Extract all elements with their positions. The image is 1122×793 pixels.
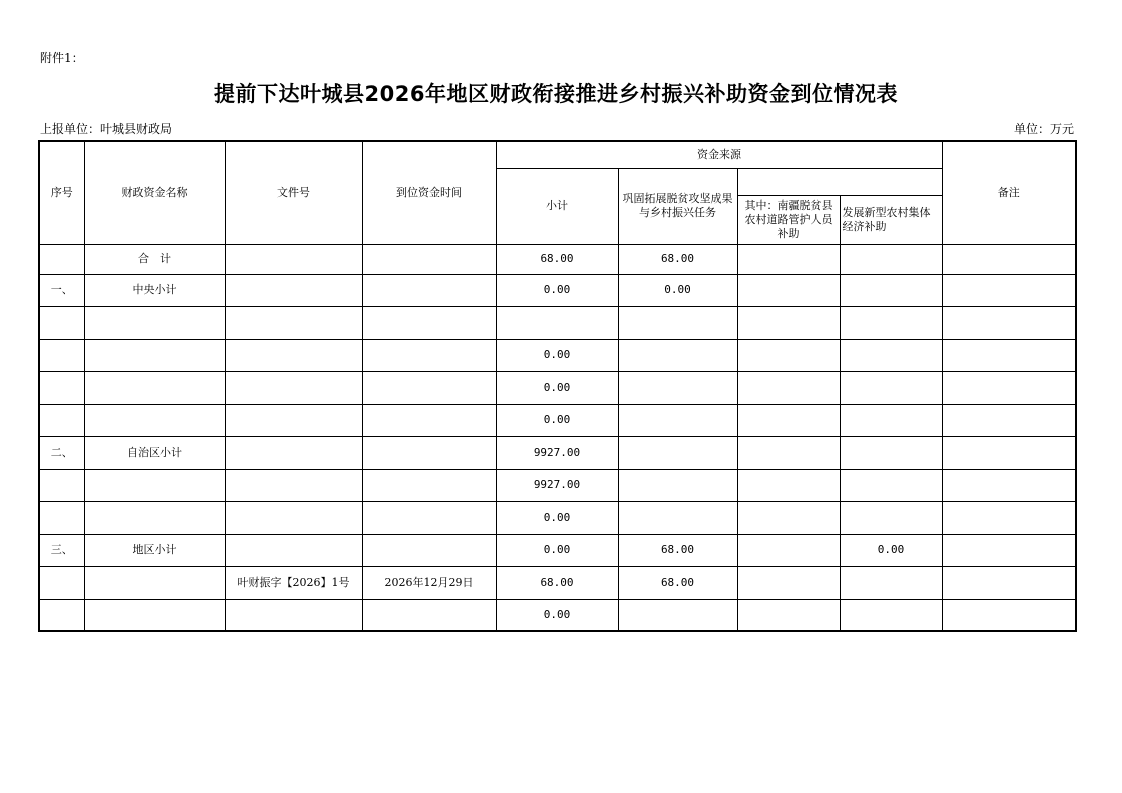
cell-collective: 0.00: [840, 534, 942, 566]
cell-doc-no: [225, 599, 362, 631]
cell-remarks: [942, 501, 1076, 534]
cell-collective: [840, 436, 942, 469]
cell-of-which: [737, 599, 840, 631]
reporting-unit: 上报单位：叶城县财政局: [40, 122, 173, 136]
cell-seq: [39, 306, 84, 339]
cell-subtotal: 0.00: [496, 534, 618, 566]
table-body: [39, 244, 1076, 631]
header-arrival-time: 到位资金时间: [362, 141, 496, 244]
cell-seq: 三、: [39, 534, 84, 566]
cell-doc-no: [225, 274, 362, 306]
cell-collective: [840, 404, 942, 436]
cell-doc-no: [225, 436, 362, 469]
attachment-label: 附件1：: [40, 51, 84, 65]
table-row: [39, 244, 1076, 274]
cell-seq: [39, 244, 84, 274]
cell-consolidate: [618, 599, 737, 631]
cell-doc-no: [225, 306, 362, 339]
cell-subtotal: 0.00: [496, 339, 618, 371]
table-row: [39, 469, 1076, 501]
cell-doc-no: 叶财振字【2026】1号: [225, 566, 362, 599]
fund-table: [38, 140, 1077, 632]
table-row: [39, 274, 1076, 306]
cell-consolidate: 0.00: [618, 274, 737, 306]
header-sub-blank: [737, 168, 942, 195]
cell-doc-no: [225, 244, 362, 274]
unit-label: 单位：万元: [1013, 122, 1074, 136]
cell-of-which: [737, 244, 840, 274]
header-row-1: [39, 141, 1076, 168]
cell-arrival-time: [362, 534, 496, 566]
cell-arrival-time: [362, 306, 496, 339]
cell-consolidate: 68.00: [618, 534, 737, 566]
cell-remarks: [942, 534, 1076, 566]
cell-fund-name: [84, 501, 225, 534]
cell-arrival-time: [362, 501, 496, 534]
table-row: [39, 599, 1076, 631]
cell-collective: [840, 469, 942, 501]
cell-of-which: [737, 306, 840, 339]
cell-arrival-time: [362, 436, 496, 469]
header-seq: 序号: [39, 141, 84, 244]
cell-remarks: [942, 274, 1076, 306]
cell-arrival-time: [362, 599, 496, 631]
cell-seq: 一、: [39, 274, 84, 306]
cell-collective: [840, 501, 942, 534]
cell-subtotal: 68.00: [496, 244, 618, 274]
cell-of-which: [737, 274, 840, 306]
table-row: [39, 371, 1076, 404]
cell-remarks: [942, 339, 1076, 371]
table-row: [39, 501, 1076, 534]
cell-seq: [39, 599, 84, 631]
header-collective-label: 发展新型农村集体经济补助: [842, 205, 931, 233]
cell-collective: [840, 306, 942, 339]
cell-doc-no: [225, 534, 362, 566]
cell-remarks: [942, 599, 1076, 631]
cell-remarks: [942, 244, 1076, 274]
cell-arrival-time: [362, 371, 496, 404]
cell-fund-name: [84, 566, 225, 599]
cell-of-which: [737, 566, 840, 599]
cell-fund-name: [84, 469, 225, 501]
cell-collective: [840, 244, 942, 274]
cell-subtotal: 0.00: [496, 501, 618, 534]
cell-remarks: [942, 371, 1076, 404]
cell-subtotal: 0.00: [496, 371, 618, 404]
cell-collective: [840, 566, 942, 599]
header-fund-name: 财政资金名称: [84, 141, 225, 244]
cell-consolidate: [618, 436, 737, 469]
table-row: [39, 306, 1076, 339]
cell-seq: [39, 339, 84, 371]
cell-arrival-time: 2026年12月29日: [362, 566, 496, 599]
cell-remarks: [942, 566, 1076, 599]
cell-fund-name: 自治区小计: [84, 436, 225, 469]
cell-consolidate: 68.00: [618, 566, 737, 599]
cell-of-which: [737, 436, 840, 469]
header-collective: [840, 195, 942, 244]
cell-of-which: [737, 404, 840, 436]
cell-collective: [840, 371, 942, 404]
table-row: [39, 566, 1076, 599]
cell-of-which: [737, 339, 840, 371]
cell-doc-no: [225, 339, 362, 371]
table-row: [39, 404, 1076, 436]
cell-of-which: [737, 501, 840, 534]
cell-subtotal: [496, 306, 618, 339]
cell-arrival-time: [362, 339, 496, 371]
cell-consolidate: [618, 306, 737, 339]
cell-remarks: [942, 404, 1076, 436]
cell-fund-name: [84, 306, 225, 339]
cell-fund-name: [84, 404, 225, 436]
cell-consolidate: [618, 339, 737, 371]
cell-consolidate: [618, 404, 737, 436]
cell-seq: [39, 566, 84, 599]
cell-arrival-time: [362, 469, 496, 501]
cell-seq: [39, 404, 84, 436]
cell-fund-name: 地区小计: [84, 534, 225, 566]
cell-seq: 二、: [39, 436, 84, 469]
header-of-which: [737, 195, 840, 244]
header-consolidate: [618, 168, 737, 244]
cell-of-which: [737, 469, 840, 501]
cell-subtotal: 0.00: [496, 274, 618, 306]
header-remarks: 备注: [942, 141, 1076, 244]
cell-arrival-time: [362, 404, 496, 436]
cell-doc-no: [225, 469, 362, 501]
cell-doc-no: [225, 371, 362, 404]
cell-remarks: [942, 469, 1076, 501]
cell-consolidate: 68.00: [618, 244, 737, 274]
table-row: [39, 534, 1076, 566]
cell-seq: [39, 371, 84, 404]
cell-subtotal: 0.00: [496, 404, 618, 436]
cell-consolidate: [618, 371, 737, 404]
cell-seq: [39, 469, 84, 501]
header-subtotal: 小计: [496, 168, 618, 244]
cell-of-which: [737, 371, 840, 404]
cell-arrival-time: [362, 274, 496, 306]
cell-subtotal: 9927.00: [496, 469, 618, 501]
cell-subtotal: 68.00: [496, 566, 618, 599]
cell-arrival-time: [362, 244, 496, 274]
cell-fund-name: 中央小计: [84, 274, 225, 306]
cell-consolidate: [618, 469, 737, 501]
cell-collective: [840, 274, 942, 306]
cell-fund-name: [84, 339, 225, 371]
cell-fund-name: 合 计: [84, 244, 225, 274]
cell-doc-no: [225, 404, 362, 436]
cell-doc-no: [225, 501, 362, 534]
cell-of-which: [737, 534, 840, 566]
page-title: 提前下达叶城县2026年地区财政衔接推进乡村振兴补助资金到位情况表: [214, 82, 898, 106]
cell-remarks: [942, 306, 1076, 339]
header-fund-source: 资金来源: [496, 141, 942, 168]
cell-seq: [39, 501, 84, 534]
cell-consolidate: [618, 501, 737, 534]
cell-collective: [840, 599, 942, 631]
cell-remarks: [942, 436, 1076, 469]
cell-fund-name: [84, 599, 225, 631]
header-consolidate-label: 巩固拓展脱贫攻坚成果与乡村振兴任务: [622, 192, 733, 219]
header-of-which-label: 其中：南疆脱贫县农村道路管护人员补助: [744, 198, 833, 240]
cell-collective: [840, 339, 942, 371]
cell-fund-name: [84, 371, 225, 404]
header-doc-no: 文件号: [225, 141, 362, 244]
cell-subtotal: 0.00: [496, 599, 618, 631]
table-row: [39, 436, 1076, 469]
table-row: [39, 339, 1076, 371]
cell-subtotal: 9927.00: [496, 436, 618, 469]
